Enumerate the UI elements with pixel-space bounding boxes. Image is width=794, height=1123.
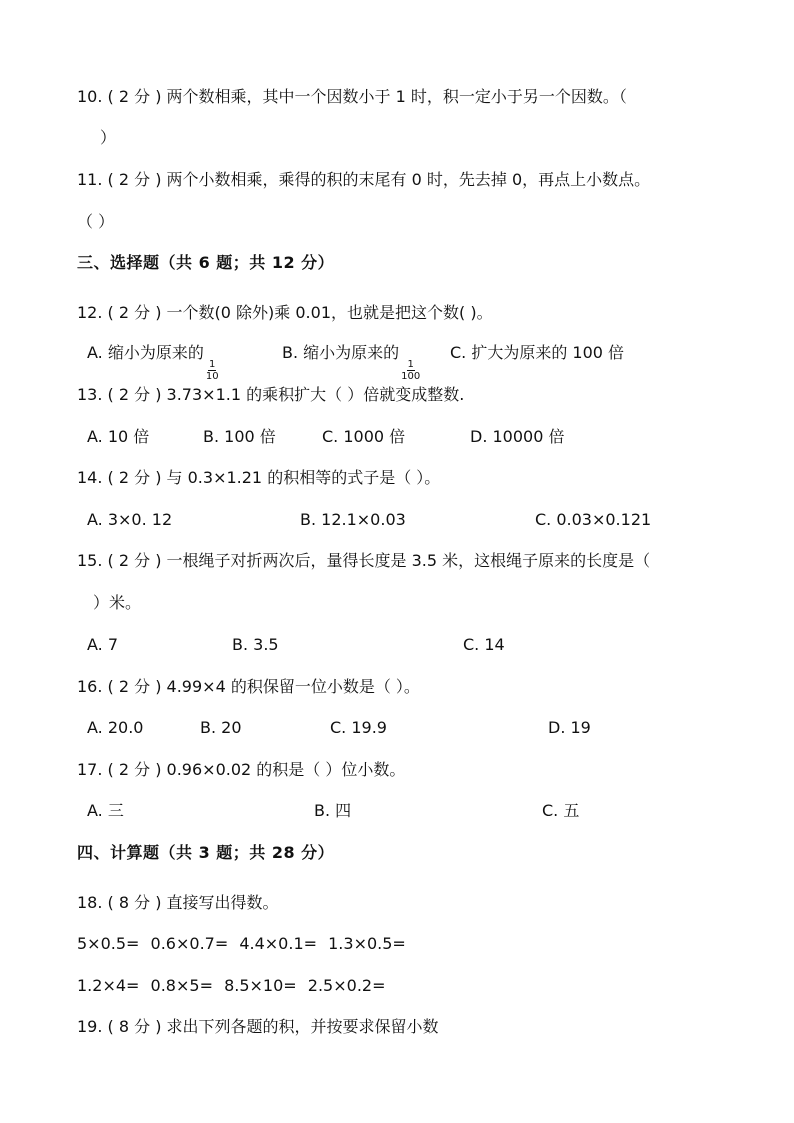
- q15-option-a: A. 7: [87, 635, 119, 654]
- calc-item: 2.5×0.2=: [307, 976, 386, 995]
- fraction: [400, 359, 421, 382]
- fraction-denominator: 100: [401, 371, 421, 382]
- calc-item: 0.8×5=: [150, 976, 213, 995]
- q14-option-a: A. 3×0. 12: [87, 510, 173, 529]
- q16-option-d: D. 19: [548, 718, 591, 737]
- fraction-denominator: 10: [205, 371, 219, 382]
- q16-option-a: A. 20.0: [87, 718, 144, 737]
- q17-option-b: B. 四: [314, 801, 352, 820]
- q15-option-b: B. 3.5: [232, 635, 279, 654]
- calc-item: 1.3×0.5=: [328, 934, 406, 953]
- section-4-heading: 四、计算题（共 3 题；共 28 分）: [77, 843, 335, 862]
- q14-option-c: C. 0.03×0.121: [535, 510, 652, 529]
- q13-option-d: D. 10000 倍: [470, 427, 565, 446]
- q17-option-c: C. 五: [542, 801, 580, 820]
- q12-option-c: C. 扩大为原来的 100 倍: [450, 343, 625, 362]
- q15-line1: 15. ( 2 分 ) 一根绳子对折两次后，量得长度是 3.5 米，这根绳子原来的长度是（: [77, 551, 651, 570]
- q12-option-b-text: B. 缩小为原来的: [282, 343, 400, 362]
- fraction-numerator: 1: [407, 359, 414, 370]
- calc-item: 8.5×10=: [224, 976, 297, 995]
- q18-row2: [77, 975, 385, 997]
- q13-option-b: B. 100 倍: [203, 427, 276, 446]
- fraction: [205, 359, 220, 382]
- q13-option-a: A. 10 倍: [87, 427, 150, 446]
- q12-option-a-text: A. 缩小为原来的: [87, 343, 204, 362]
- q17-stem: 17. ( 2 分 ) 0.96×0.02 的积是（ ）位小数。: [77, 760, 406, 779]
- q12-option-b: [282, 342, 422, 382]
- q12-option-a: [87, 342, 221, 382]
- q16-option-c: C. 19.9: [330, 718, 387, 737]
- q13-stem: 13. ( 2 分 ) 3.73×1.1 的乘积扩大（ ）倍就变成整数.: [77, 385, 465, 404]
- q10-line2: ）: [100, 128, 117, 147]
- q16-stem: 16. ( 2 分 ) 4.99×4 的积保留一位小数是（ ）。: [77, 677, 420, 696]
- section-3-heading: 三、选择题（共 6 题；共 12 分）: [77, 253, 335, 272]
- fraction-numerator: 1: [209, 359, 216, 370]
- q15-line2: ）米。: [93, 593, 142, 612]
- calc-item: 0.6×0.7=: [150, 934, 229, 953]
- q10-line1: 10. ( 2 分 ) 两个数相乘，其中一个因数小于 1 时，积一定小于另一个因数。（: [77, 87, 627, 106]
- calc-item: 5×0.5=: [77, 934, 140, 953]
- q14-stem: 14. ( 2 分 ) 与 0.3×1.21 的积相等的式子是（ ）。: [77, 468, 441, 487]
- calc-item: 4.4×0.1=: [239, 934, 318, 953]
- q19-stem: 19. ( 8 分 ) 求出下列各题的积，并按要求保留小数: [77, 1017, 439, 1036]
- q14-option-b: B. 12.1×0.03: [300, 510, 406, 529]
- q18-stem: 18. ( 8 分 ) 直接写出得数。: [77, 893, 279, 912]
- q17-option-a: A. 三: [87, 801, 124, 820]
- q18-row1: [77, 933, 406, 955]
- q11-answer-blank: （ ）: [77, 212, 115, 231]
- q11-line1: 11. ( 2 分 ) 两个小数相乘，乘得的积的末尾有 0 时，先去掉 0，再点上小数点。: [77, 170, 651, 189]
- q16-option-b: B. 20: [200, 718, 242, 737]
- calc-item: 1.2×4=: [77, 976, 140, 995]
- q12-stem: 12. ( 2 分 ) 一个数(0 除外)乘 0.01，也就是把这个数( )。: [77, 303, 493, 322]
- q15-option-c: C. 14: [463, 635, 505, 654]
- q13-option-c: C. 1000 倍: [322, 427, 406, 446]
